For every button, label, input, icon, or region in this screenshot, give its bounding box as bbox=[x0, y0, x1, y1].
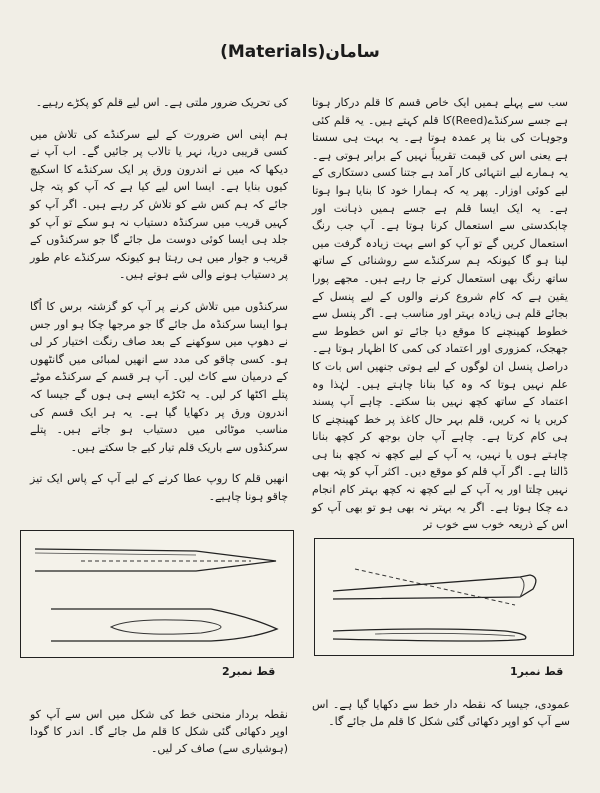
bottom-right-text: عمودی، جیسا کہ نقطہ دار خط سے دکھایا گیا ہے۔ اس سے آپ کو اوپر دکھائی گئی شکل کا قلم مل جائے گا۔ bbox=[312, 698, 570, 728]
paragraph: سب سے پہلے ہمیں ایک خاص قسم کا قلم درکار ہوتا ہے جسے سرکنڈے(Reed)کا قلم کہتے ہیں۔ یہ قلم کئی وجوہات کی بنا پر عمدہ ہوتا ہے۔ یہ بہت ہی سستا ہے یعنی اس کی قیمت تقریباً نہیں کے برابر ہوتی ہے۔ یہ ہمارے لیے انتہائی کار آمد ہے جتنا کسی دستکاری کے لیے کوئی اوزار۔ پھر یہ کہ ہمارا خود کا بنایا ہوا ہوتا ہے۔ یہ ایک ایسا قلم ہے جسے ہمیں ذہانت اور چابکدستی سے استعمال کرنا ہوتا ہے۔ آپ جب رنگ استعمال کریں گے تو آپ کو اسے بہت زیادہ گرفت میں لینا ہو گا کیونکہ ہم سرکنڈے سے روشنائی کے ساتھ ساتھ رنگ بھی استعمال کرنے جا رہے ہیں۔ مجھے پورا یقین ہے کہ کام شروع کرنے والوں کے لیے پنسل کے بجائے قلم ہی زیادہ بہتر اور مناسب ہے۔ اگر پنسل سے خطوط کھینچنے کا موقع دیا جائے تو اس خطوط سے جھجک، کمزوری اور اعتماد کی کمی کا اظہار ہوتا ہے۔ دراصل پنسل ان لوگوں کے لیے ہوتی جنھیں اس بات کا علم نہیں ہوتا کہ وہ کیا بنانا چاہتے ہیں۔ لہٰذا وہ اعتماد کے ساتھ کچھ نہیں بنا سکتے۔ چاہے آپ پسند کریں یا نہ کریں، قلم بہر حال کاغذ پر خط کھینچنے کا ہی کام کرتا ہے۔ چاہے آپ جان بوجھ کر کچھ بنانا چاہتے ہوں یا نہیں، یہ آپ کے لیے کچھ نہ کچھ بنا ہی ڈالتا ہے۔ اگر آپ قلم کو موقع دیں۔ اکثر آپ کو پتہ بھی نہیں چلتا اور یہ آپ کے لیے کچھ نہ کچھ بہتر کام انجام دے چکا ہوتا ہے۔ اگر یہ بہتر نہ بھی ہو تو بھی آپ کو اس کے ذریعہ خوب سے خوب تر bbox=[312, 96, 569, 532]
paragraph: ہم اپنی اس ضرورت کے لیے سرکنڈے کی تلاش میں کسی قریبی دریا، نہر یا تالاب پر جائیں گے۔ اب آپ نے دیکھا کہ میں نے اندرون ورق پر ایک سرکنڈے کا اسکیچ کیوں بنایا ہے۔ ایسا اس لیے کیا ہے کہ آپ کو پتہ چل جائے کہ ہم کس شے کو تلاش کر رہے ہیں۔ اگر آپ کو کہیں قریب میں سرکنڈہ دستیاب نہ ہو سکے تو آپ کو جلد ہی ایسا کوئی دوست مل جائے گا جو سرکنڈوں کے قریب و جوار میں ہی رہتا ہو کیونکہ سرکنڈے عام طور پر دستیاب ہونے والی شے ہوتے ہیں۔ bbox=[30, 127, 288, 282]
paragraph: سرکنڈوں میں تلاش کرنے پر آپ کو گزشتہ برس کا اُگا ہوا ایسا سرکنڈہ مل جائے گا جو مرجھا چکا ہو اور جس نے دھوپ میں سوکھنے کے بعد صاف رنگت اختیار کر لی ہو۔ کسی چاقو کی مدد سے انھیں لمبائی میں گانٹھوں کے درمیان سے کاٹ لیں۔ آپ ہر قسم کے سرکنڈے موٹے پتلے اکٹھا کر لیں۔ یہ ٹکڑے ایسے ہی ہوں گے جیسا کہ اندرون ورق پر دکھایا گیا ہے۔ یہ ہر ایک قسم کی مناسب موٹائی میں دستیاب ہو جاتے ہیں۔ پتلے سرکنڈوں سے باریک قلم تیار کیے جا سکتے ہیں۔ bbox=[30, 299, 288, 454]
figure-reed-cut-2 bbox=[20, 530, 294, 658]
paragraph: انھیں قلم کا روپ عطا کرنے کے لیے آپ کے پاس ایک تیز چاقو ہونا چاہیے۔ bbox=[30, 472, 288, 503]
reed-cut-2-illustration bbox=[21, 531, 293, 657]
bottom-left-text: نقطہ بردار منحنی خط کی شکل میں اس سے آپ کو اوپر دکھائی گئی شکل کا قلم مل جائے گا۔ اندر کا گودا (ہوشیاری سے) صاف کر لیں۔ bbox=[30, 708, 288, 755]
figure-reed-cut-1 bbox=[314, 538, 574, 656]
right-column bbox=[312, 94, 568, 548]
figure-caption-2: قط نمبر2 bbox=[222, 665, 276, 678]
page-title: سامان(Materials) bbox=[220, 42, 380, 62]
left-column bbox=[30, 94, 288, 519]
figure-caption-1: قط نمبر1 bbox=[510, 665, 564, 678]
paragraph: کی تحریک ضرور ملتی ہے۔ اس لیے قلم کو پکڑے رہیے۔ bbox=[35, 96, 288, 109]
reed-cut-1-illustration bbox=[315, 539, 573, 655]
